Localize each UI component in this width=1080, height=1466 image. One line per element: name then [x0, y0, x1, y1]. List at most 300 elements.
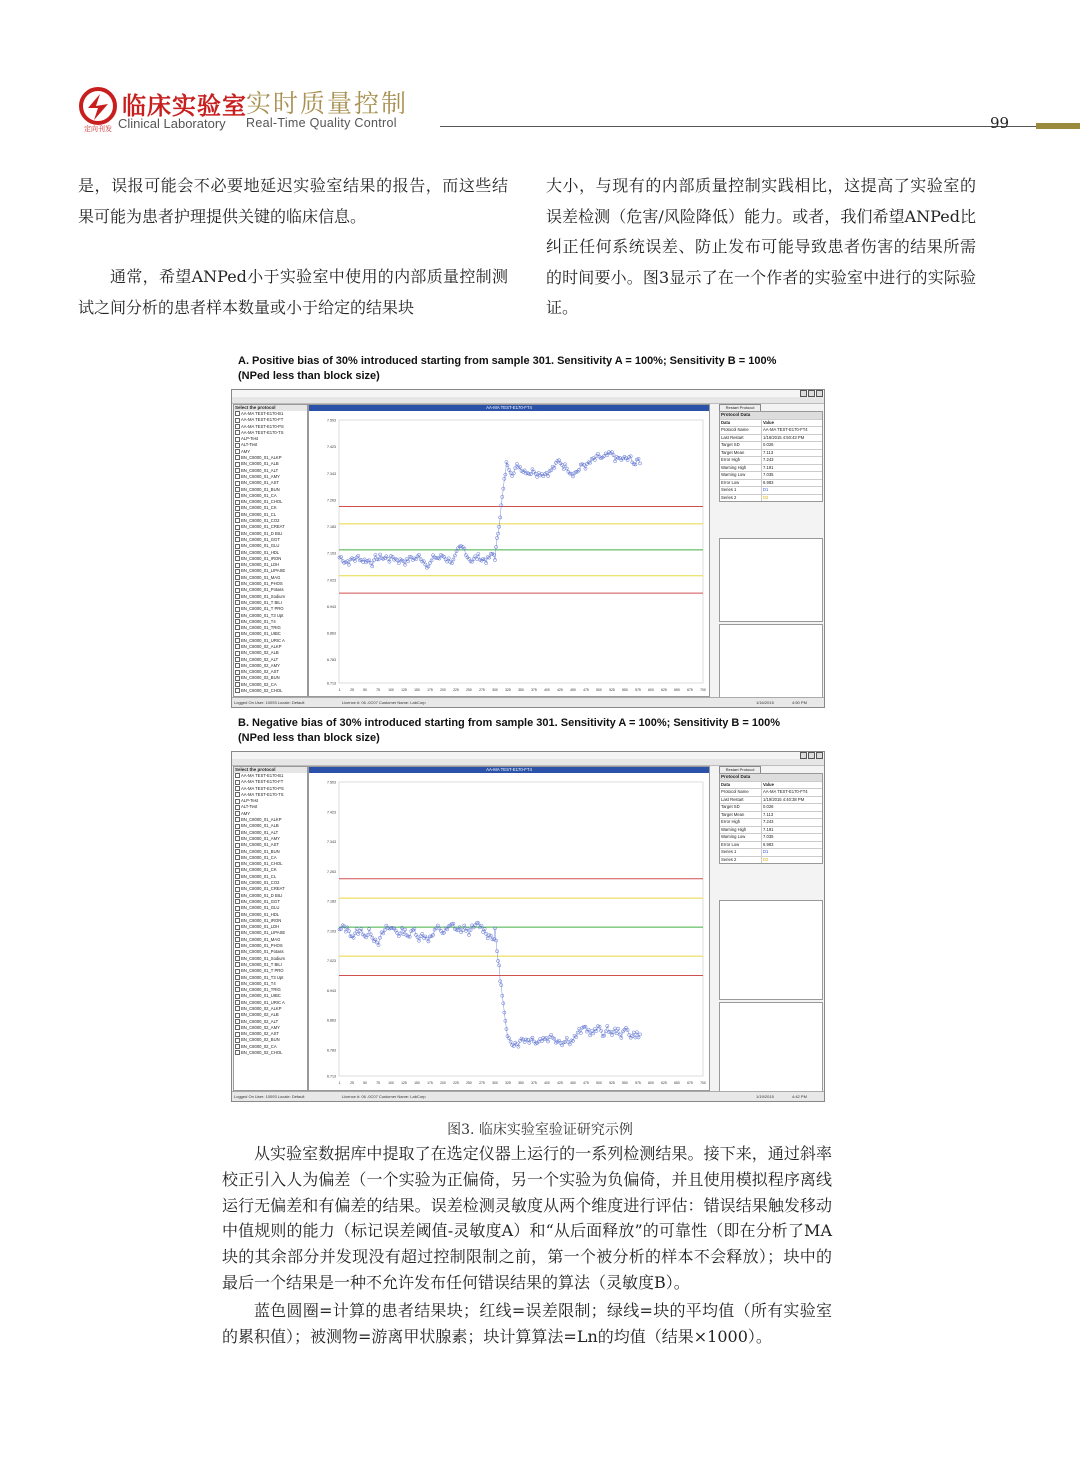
x-tick-label: 475 [583, 1081, 589, 1085]
protocol-list-item[interactable]: BN_C8000_01_CHOL [235, 499, 306, 505]
protocol-list-item[interactable]: BN_C8000_01_CA [235, 855, 306, 861]
x-tick-label: 650 [674, 688, 680, 692]
protocol-key: Error Low [720, 842, 762, 849]
protocol-key: Error Low [720, 480, 762, 487]
protocol-list-item[interactable]: BN_C8000_01_T3 Upt [235, 613, 306, 619]
protocol-key: Error High [720, 457, 762, 464]
protocol-table-row [720, 818, 822, 826]
protocol-key: Series 2 [720, 495, 762, 502]
protocol-list-item[interactable]: BN_C8000_02_AST [235, 1031, 306, 1037]
body-text [222, 1141, 832, 1349]
protocol-value: 1/16/2015 4:50:43 PM [763, 434, 805, 440]
chart-window-title: AA-MA TEST-E170-FT4 [309, 405, 709, 411]
protocol-list-item[interactable]: AA-MA TEST-E170-B1 [235, 411, 306, 417]
protocol-table-header [720, 419, 822, 427]
y-tick-label: 7.183 [327, 525, 336, 530]
status-licence: Licence #: 06 -0C07 Customer Name: LabCorp [342, 700, 426, 705]
protocol-list-item[interactable]: AA-MA TEST-E170-PS [235, 424, 306, 430]
x-tick-label: 550 [622, 1081, 628, 1085]
protocol-value: D1 [763, 849, 769, 854]
protocol-list-item[interactable]: BN_C8000_02_ALB [235, 1012, 306, 1018]
figure-panel-b-title [238, 716, 780, 746]
protocol-data-table [719, 773, 823, 864]
y-tick-label: 7.503 [327, 418, 336, 423]
column-header: Data [720, 782, 762, 789]
restart-protocol-button[interactable]: Restart Protocol [719, 766, 761, 774]
protocol-list-item[interactable]: BN_C8000_01_BUN [235, 849, 306, 855]
protocol-key: Target SD [720, 804, 762, 811]
protocol-key: Last Restart [720, 435, 762, 442]
protocol-value: D2 [763, 494, 769, 500]
protocol-key: Error High [720, 819, 762, 826]
protocol-list-item[interactable]: BN_C8000_01_MAG [235, 937, 306, 943]
x-tick-label: 150 [414, 1081, 420, 1085]
protocol-list-item[interactable]: ALP-Test [235, 436, 306, 442]
paragraph: 大小，与现有的内部质量控制实践相比，这提高了实验室的误差检测（危害/风险降低）能力。或者，我们希望ANPed比纠正任何系统误差、防止发布可能导致患者伤害的结果所需的时间要小。图3显示了在一个作者的实验室中进行的实际验证。 [546, 176, 976, 317]
chart-window [308, 404, 710, 697]
header-rule [440, 126, 1054, 127]
paragraph: 是，误报可能会不必要地延迟实验室结果的报告，而这些结果可能为患者护理提供关键的临床信息。 [78, 176, 508, 226]
protocol-list-item[interactable]: BN_C8000_02_CHOL [235, 1050, 306, 1056]
status-time: 4:50 PM [792, 700, 807, 705]
protocol-list-item[interactable]: BN_C8000_02_BUN [235, 1037, 306, 1043]
x-tick-label: 175 [427, 688, 433, 692]
x-tick-label: 300 [492, 688, 498, 692]
protocol-list-item[interactable]: ALT-Test [235, 804, 306, 810]
y-tick-label: 7.263 [327, 869, 336, 874]
column-header: Data [720, 420, 762, 427]
protocol-list-item[interactable]: BN_C8000_01_Sodium [235, 594, 306, 600]
protocol-table-row [720, 449, 822, 457]
protocol-key: Series 1 [720, 849, 762, 856]
software-screenshot-a [231, 389, 825, 708]
x-tick-label: 225 [453, 688, 459, 692]
restart-protocol-button[interactable]: Restart Protocol [719, 404, 761, 412]
empty-panel [719, 624, 823, 698]
protocol-value: 6.983 [763, 841, 774, 847]
protocol-list-item[interactable]: BN_C8000_01_ALKP [235, 817, 306, 823]
protocol-table-row [720, 826, 822, 834]
protocol-list-item[interactable]: BN_C8000_01_CO2 [235, 518, 306, 524]
protocol-key: Warning Low [720, 472, 762, 479]
protocol-list-item[interactable]: BN_C8000_01_IRON [235, 918, 306, 924]
moving-average-chart [309, 774, 709, 1090]
minimize-icon[interactable] [800, 752, 807, 759]
protocol-table-row [720, 434, 822, 442]
x-tick-label: 75 [376, 688, 380, 692]
x-tick-label: 525 [609, 688, 615, 692]
y-tick-label: 7.503 [327, 780, 336, 785]
minimize-icon[interactable] [800, 390, 807, 397]
protocol-list-item[interactable]: BN_C8000_02_CA [235, 1044, 306, 1050]
protocol-list-item[interactable]: BN_C8000_01_T PRO [235, 606, 306, 612]
x-tick-label: 1 [338, 688, 341, 692]
protocol-list-item[interactable]: BN_C8000_01_Sodium [235, 956, 306, 962]
panel-title-line: A. Positive bias of 30% introduced starting from sample 301. Sensitivity A = 100%; Sensitivity B = 100% [238, 355, 777, 367]
x-tick-label: 275 [479, 688, 485, 692]
y-tick-label: 6.943 [327, 988, 336, 993]
y-tick-label: 7.343 [327, 471, 336, 476]
status-date: 1/19/2015 [756, 1094, 774, 1099]
page-number: 99 [990, 114, 1010, 132]
protocol-table-title: Protocol Data [720, 774, 822, 781]
protocol-table-row [720, 464, 822, 472]
protocol-list-item[interactable]: BN_C8000_01_CL [235, 512, 306, 518]
protocol-list-item[interactable]: BN_C8000_01_CO2 [235, 880, 306, 886]
text-column-left [78, 171, 508, 323]
protocol-list-item[interactable]: BN_C8000_01_T PRO [235, 968, 306, 974]
protocol-list-item[interactable]: BN_C8000_01_IRON [235, 556, 306, 562]
protocol-panel [716, 766, 822, 1091]
protocol-list-item[interactable]: BN_C8000_01_CK [235, 867, 306, 873]
x-tick-label: 450 [570, 1081, 576, 1085]
protocol-list-item[interactable]: BN_C8000_02_AMY [235, 663, 306, 669]
protocol-list[interactable] [234, 411, 307, 694]
protocol-list-item[interactable]: BN_C8000_01_AMY [235, 836, 306, 842]
x-tick-label: 125 [401, 688, 407, 692]
protocol-list-item[interactable]: BN_C8000_01_Potass [235, 587, 306, 593]
x-tick-label: 675 [687, 1081, 693, 1085]
protocol-list-item[interactable]: BN_C8000_01_URIC A [235, 1000, 306, 1006]
empty-panel [719, 900, 823, 1000]
protocol-list-item[interactable]: AMY [235, 449, 306, 455]
protocol-list-item[interactable]: BN_C8000_02_ALB [235, 650, 306, 656]
protocol-table-row [720, 494, 822, 502]
protocol-value: 7.035 [763, 472, 774, 477]
protocol-value: D2 [763, 856, 769, 862]
y-tick-label: 6.863 [327, 631, 336, 636]
protocol-list-item[interactable]: AA-MA TEST-E170-FT [235, 417, 306, 423]
protocol-value: 7.191 [763, 826, 774, 832]
column-header: Value [763, 419, 774, 425]
y-tick-label: 6.863 [327, 1018, 336, 1023]
protocol-list-item[interactable]: BN_C8000_01_ALB [235, 823, 306, 829]
protocol-key: Protocol Name [720, 789, 762, 796]
protocol-key: Warning High [720, 465, 762, 472]
figure-panel-a-title [238, 354, 776, 384]
protocol-key: Target Mean [720, 812, 762, 819]
y-tick-label: 7.343 [327, 840, 336, 845]
y-tick-label: 7.183 [327, 899, 336, 904]
protocol-list-item[interactable]: BN_C8000_02_CHOL [235, 688, 306, 694]
protocol-list-item[interactable]: BN_C8000_01_AST [235, 480, 306, 486]
protocol-list-item[interactable]: BN_C8000_01_HDL [235, 550, 306, 556]
x-tick-label: 500 [596, 1081, 602, 1085]
x-tick-label: 550 [622, 688, 628, 692]
x-tick-label: 600 [648, 688, 654, 692]
protocol-panel [716, 404, 822, 697]
protocol-list-item[interactable]: BN_C8000_01_LDH [235, 562, 306, 568]
x-tick-label: 675 [687, 688, 693, 692]
maximize-icon[interactable] [808, 390, 815, 397]
protocol-list-item[interactable]: BN_C8000_02_ALT [235, 657, 306, 663]
protocol-table-row [720, 841, 822, 849]
protocol-list-item[interactable]: BN_C8000_01_CREAT [235, 524, 306, 530]
protocol-data-table [719, 411, 823, 502]
protocol-table-row [720, 788, 822, 796]
protocol-value: 7.113 [763, 449, 774, 455]
protocol-list-item[interactable]: BN_C8000_02_ALKP [235, 1006, 306, 1012]
x-tick-label: 250 [466, 1081, 472, 1085]
x-tick-label: 575 [635, 1081, 641, 1085]
plot-area [339, 420, 703, 683]
status-user: Logged On User: 10093 Locale: Default [234, 700, 305, 705]
protocol-list-item[interactable]: BN_C8000_02_AMY [235, 1025, 306, 1031]
y-tick-label: 6.783 [327, 1048, 336, 1053]
sidebar-heading: Select the protocol [234, 767, 307, 773]
protocol-list-item[interactable]: BN_C8000_01_T BILI [235, 962, 306, 968]
x-tick-label: 325 [505, 688, 511, 692]
protocol-list-item[interactable]: BN_C8000_01_ALT [235, 830, 306, 836]
protocol-table-row [720, 811, 822, 819]
protocol-list-item[interactable]: BN_C8000_01_T4 [235, 619, 306, 625]
x-tick-label: 250 [466, 688, 472, 692]
panel-title-line: (NPed less than block size) [238, 370, 380, 382]
protocol-list-item[interactable]: AA-MA TEST-E170-B1 [235, 773, 306, 779]
protocol-list-item[interactable]: ALP-Test [235, 798, 306, 804]
protocol-list-item[interactable]: BN_C8000_01_CREAT [235, 886, 306, 892]
clinical-lab-logo-icon [78, 86, 118, 126]
x-tick-label: 1 [338, 1081, 341, 1085]
header-accent-bar [1036, 123, 1080, 129]
protocol-list-item[interactable]: BN_C8000_01_UIBC [235, 631, 306, 637]
protocol-table-row [720, 803, 822, 811]
protocol-list-item[interactable]: BN_C8000_02_AST [235, 669, 306, 675]
panel-title-line: B. Negative bias of 30% introduced starting from sample 301. Sensitivity A = 100%; Sensitivity B = 100% [238, 717, 781, 729]
protocol-list-item[interactable]: BN_C8000_01_CHOL [235, 861, 306, 867]
status-date: 1/16/2015 [756, 700, 774, 705]
maximize-icon[interactable] [808, 752, 815, 759]
x-tick-label: 400 [544, 1081, 550, 1085]
protocol-list-item[interactable]: BN_C8000_01_T4 [235, 981, 306, 987]
protocol-list-item[interactable]: BN_C8000_01_LDH [235, 924, 306, 930]
paragraph: 从实验室数据库中提取了在选定仪器上运行的一系列检测结果。接下来，通过斜率校正引入人为偏差（一个实验为正偏倚，另一个实验为负偏倚，并且使用模拟程序离线运行无偏差和有偏差的结果。误差检测灵敏度从两个维度进行评估：错误结果触发移动中值规则的能力（标记误差阈值-灵敏度A）和“从后面释放”的可靠性（即在分析了MA块的其余部分并发现没有超过控制限制之前，第一个被分析的样本不会释放）；块中的最后一个结果是一种不允许发布任何错误结果的算法（灵敏度B）。 [222, 1144, 832, 1292]
x-tick-label: 625 [661, 1081, 667, 1085]
protocol-list-item[interactable]: BN_C8000_02_CA [235, 682, 306, 688]
x-tick-label: 200 [440, 1081, 446, 1085]
y-tick-label: 7.263 [327, 498, 336, 503]
x-tick-label: 350 [518, 1081, 524, 1085]
text-column-right [546, 171, 976, 324]
x-tick-label: 475 [583, 688, 589, 692]
protocol-value: 1/19/2015 4:40:38 PM [763, 796, 805, 802]
protocol-list-item[interactable]: BN_C8000_01_CK [235, 505, 306, 511]
protocol-list-item[interactable]: BN_C8000_01_CL [235, 874, 306, 880]
protocol-list-item[interactable]: BN_C8000_01_GGT [235, 899, 306, 905]
protocol-list-item[interactable]: BN_C8000_01_AST [235, 842, 306, 848]
protocol-list-item[interactable]: ALT-Test [235, 442, 306, 448]
x-tick-label: 225 [453, 1081, 459, 1085]
protocol-table-row [720, 456, 822, 464]
protocol-sidebar [233, 404, 308, 697]
logo-chinese-text: 临床实验室 [122, 91, 247, 120]
y-tick-label: 7.103 [327, 551, 336, 556]
protocol-list-item[interactable]: BN_C8000_01_PHOS [235, 943, 306, 949]
close-icon[interactable] [816, 390, 823, 397]
protocol-value: D1 [763, 487, 769, 492]
status-time: 4:42 PM [792, 1094, 807, 1099]
x-tick-label: 700 [700, 1081, 706, 1085]
protocol-key: Series 2 [720, 857, 762, 864]
x-tick-label: 425 [557, 688, 563, 692]
x-tick-label: 175 [427, 1081, 433, 1085]
x-tick-label: 375 [531, 1081, 537, 1085]
x-tick-label: 275 [479, 1081, 485, 1085]
protocol-table-title: Protocol Data [720, 412, 822, 419]
y-tick-label: 7.023 [327, 578, 336, 583]
protocol-list-item[interactable]: BN_C8000_01_GGT [235, 537, 306, 543]
protocol-list[interactable] [234, 773, 307, 1056]
protocol-list-item[interactable]: BN_C8000_01_ALB [235, 461, 306, 467]
protocol-table-row [720, 441, 822, 449]
protocol-list-item[interactable]: BN_C8000_01_URIC A [235, 638, 306, 644]
y-tick-label: 6.783 [327, 658, 336, 663]
y-tick-label: 7.023 [327, 959, 336, 964]
protocol-list-item[interactable]: BN_C8000_01_T3 Upt [235, 975, 306, 981]
y-tick-label: 6.943 [327, 604, 336, 609]
x-tick-label: 400 [544, 688, 550, 692]
page-header [78, 84, 1080, 144]
protocol-list-item[interactable]: BN_C8000_01_GLU [235, 905, 306, 911]
y-tick-label: 7.103 [327, 929, 336, 934]
status-bar [232, 697, 824, 707]
status-bar [232, 1091, 824, 1101]
protocol-key: Protocol Name [720, 427, 762, 434]
protocol-list-item[interactable]: BN_C8000_01_CA [235, 493, 306, 499]
column-header: Value [763, 781, 774, 787]
protocol-value: 7.243 [763, 819, 774, 824]
section-title-english: Real-Time Quality Control [246, 116, 397, 130]
protocol-list-item[interactable]: BN_C8000_01_LIPASE [235, 568, 306, 574]
x-tick-label: 350 [518, 688, 524, 692]
protocol-list-item[interactable]: BN_C8000_01_UIBC [235, 993, 306, 999]
protocol-table-row [720, 848, 822, 856]
protocol-value: 6.983 [763, 479, 774, 485]
protocol-list-item[interactable]: AMY [235, 811, 306, 817]
chart-window [308, 766, 710, 1091]
protocol-list-item[interactable]: BN_C8000_02_ALT [235, 1019, 306, 1025]
status-user: Logged On User: 10093 Locale: Default [234, 1094, 305, 1099]
protocol-list-item[interactable]: BN_C8000_02_BUN [235, 675, 306, 681]
moving-average-chart [309, 412, 709, 697]
protocol-sidebar [233, 766, 308, 1091]
paragraph: 通常，希望ANPed小于实验室中使用的内部质量控制测试之间分析的患者样本数量或小于给定的结果块 [78, 267, 508, 317]
x-tick-label: 525 [609, 1081, 615, 1085]
y-tick-label: 7.423 [327, 445, 336, 450]
protocol-table-row [720, 796, 822, 804]
protocol-list-item[interactable]: AA-MA TEST-E170-PS [235, 786, 306, 792]
protocol-table-row [720, 856, 822, 864]
chart-window-title: AA-MA TEST-E170-FT4 [309, 767, 709, 773]
protocol-list-item[interactable]: BN_C8000_01_GLU [235, 543, 306, 549]
y-tick-label: 6.713 [327, 681, 336, 686]
figure-caption: 图3. 临床实验室验证研究示例 [447, 1122, 633, 1138]
x-tick-label: 325 [505, 1081, 511, 1085]
protocol-key: Series 1 [720, 487, 762, 494]
x-tick-label: 50 [363, 1081, 367, 1085]
protocol-list-item[interactable]: AA-MA TEST-E170-TS [235, 792, 306, 798]
protocol-list-item[interactable]: BN_C8000_01_T BILI [235, 600, 306, 606]
paragraph: 蓝色圆圈=计算的患者结果块；红线=误差限制；绿线=块的平均值（所有实验室的累积值）；被测物=游离甲状腺素；块计算算法=Ln的均值（结果×1000）。 [222, 1300, 832, 1346]
x-tick-label: 100 [388, 688, 394, 692]
protocol-list-item[interactable]: BN_C8000_02_ALKP [235, 644, 306, 650]
software-screenshot-b [231, 751, 825, 1102]
protocol-key: Warning Low [720, 834, 762, 841]
protocol-table-row [720, 833, 822, 841]
protocol-table-row [720, 486, 822, 494]
protocol-list-item[interactable]: BN_C8000_01_D BILI [235, 893, 306, 899]
x-tick-label: 125 [401, 1081, 407, 1085]
protocol-list-item[interactable]: BN_C8000_01_TRIG [235, 987, 306, 993]
x-tick-label: 375 [531, 688, 537, 692]
protocol-list-item[interactable]: BN_C8000_01_LIPASE [235, 930, 306, 936]
y-tick-label: 7.423 [327, 810, 336, 815]
protocol-list-item[interactable]: AA-MA TEST-E170-FT [235, 779, 306, 785]
protocol-value: 0.026 [763, 804, 774, 809]
close-icon[interactable] [816, 752, 823, 759]
protocol-key: Warning High [720, 827, 762, 834]
x-tick-label: 75 [376, 1081, 380, 1085]
x-tick-label: 450 [570, 688, 576, 692]
protocol-key: Target SD [720, 442, 762, 449]
protocol-list-item[interactable]: AA-MA TEST-E170-TS [235, 430, 306, 436]
protocol-list-item[interactable]: BN_C8000_01_ALKP [235, 455, 306, 461]
protocol-list-item[interactable]: BN_C8000_01_MAG [235, 575, 306, 581]
x-tick-label: 25 [350, 1081, 354, 1085]
protocol-value: AA-MA TEST-E170-FT4 [763, 427, 808, 432]
panel-title-line: (NPed less than block size) [238, 732, 380, 744]
protocol-value: 7.191 [763, 464, 774, 470]
section-title-chinese: 实时质量控制 [246, 89, 409, 118]
x-tick-label: 200 [440, 688, 446, 692]
protocol-value: 7.243 [763, 457, 774, 462]
x-tick-label: 150 [414, 688, 420, 692]
x-tick-label: 700 [700, 688, 706, 692]
x-tick-label: 100 [388, 1081, 394, 1085]
x-tick-label: 600 [648, 1081, 654, 1085]
protocol-list-item[interactable]: BN_C8000_01_Potass [235, 949, 306, 955]
protocol-value: 0.026 [763, 442, 774, 447]
x-tick-label: 425 [557, 1081, 563, 1085]
protocol-list-item[interactable]: BN_C8000_01_HDL [235, 912, 306, 918]
protocol-list-item[interactable]: BN_C8000_01_AMY [235, 474, 306, 480]
protocol-list-item[interactable]: BN_C8000_01_PHOS [235, 581, 306, 587]
protocol-key: Target Mean [720, 450, 762, 457]
x-tick-label: 500 [596, 688, 602, 692]
protocol-table-row [720, 426, 822, 434]
protocol-table-row [720, 471, 822, 479]
menu-bar[interactable] [232, 397, 824, 404]
logo-english-text: Clinical Laboratory [118, 116, 226, 131]
x-tick-label: 650 [674, 1081, 680, 1085]
x-tick-label: 50 [363, 688, 367, 692]
protocol-table-header [720, 781, 822, 789]
status-licence: Licence #: 06 -0C07 Customer Name: LabCorp [342, 1094, 426, 1099]
menu-bar[interactable] [232, 759, 824, 766]
protocol-list-item[interactable]: BN_C8000_01_D BILI [235, 531, 306, 537]
protocol-value: 7.035 [763, 834, 774, 839]
x-tick-label: 625 [661, 688, 667, 692]
x-tick-label: 300 [492, 1081, 498, 1085]
empty-panel [719, 538, 823, 622]
protocol-list-item[interactable]: BN_C8000_01_ALT [235, 468, 306, 474]
protocol-list-item[interactable]: BN_C8000_01_TRIG [235, 625, 306, 631]
protocol-list-item[interactable]: BN_C8000_01_BUN [235, 487, 306, 493]
y-tick-label: 6.713 [327, 1074, 336, 1079]
logo-subtitle: 定向刊发 [84, 125, 112, 133]
protocol-value: 7.113 [763, 811, 774, 817]
sidebar-heading: Select the protocol [234, 405, 307, 411]
